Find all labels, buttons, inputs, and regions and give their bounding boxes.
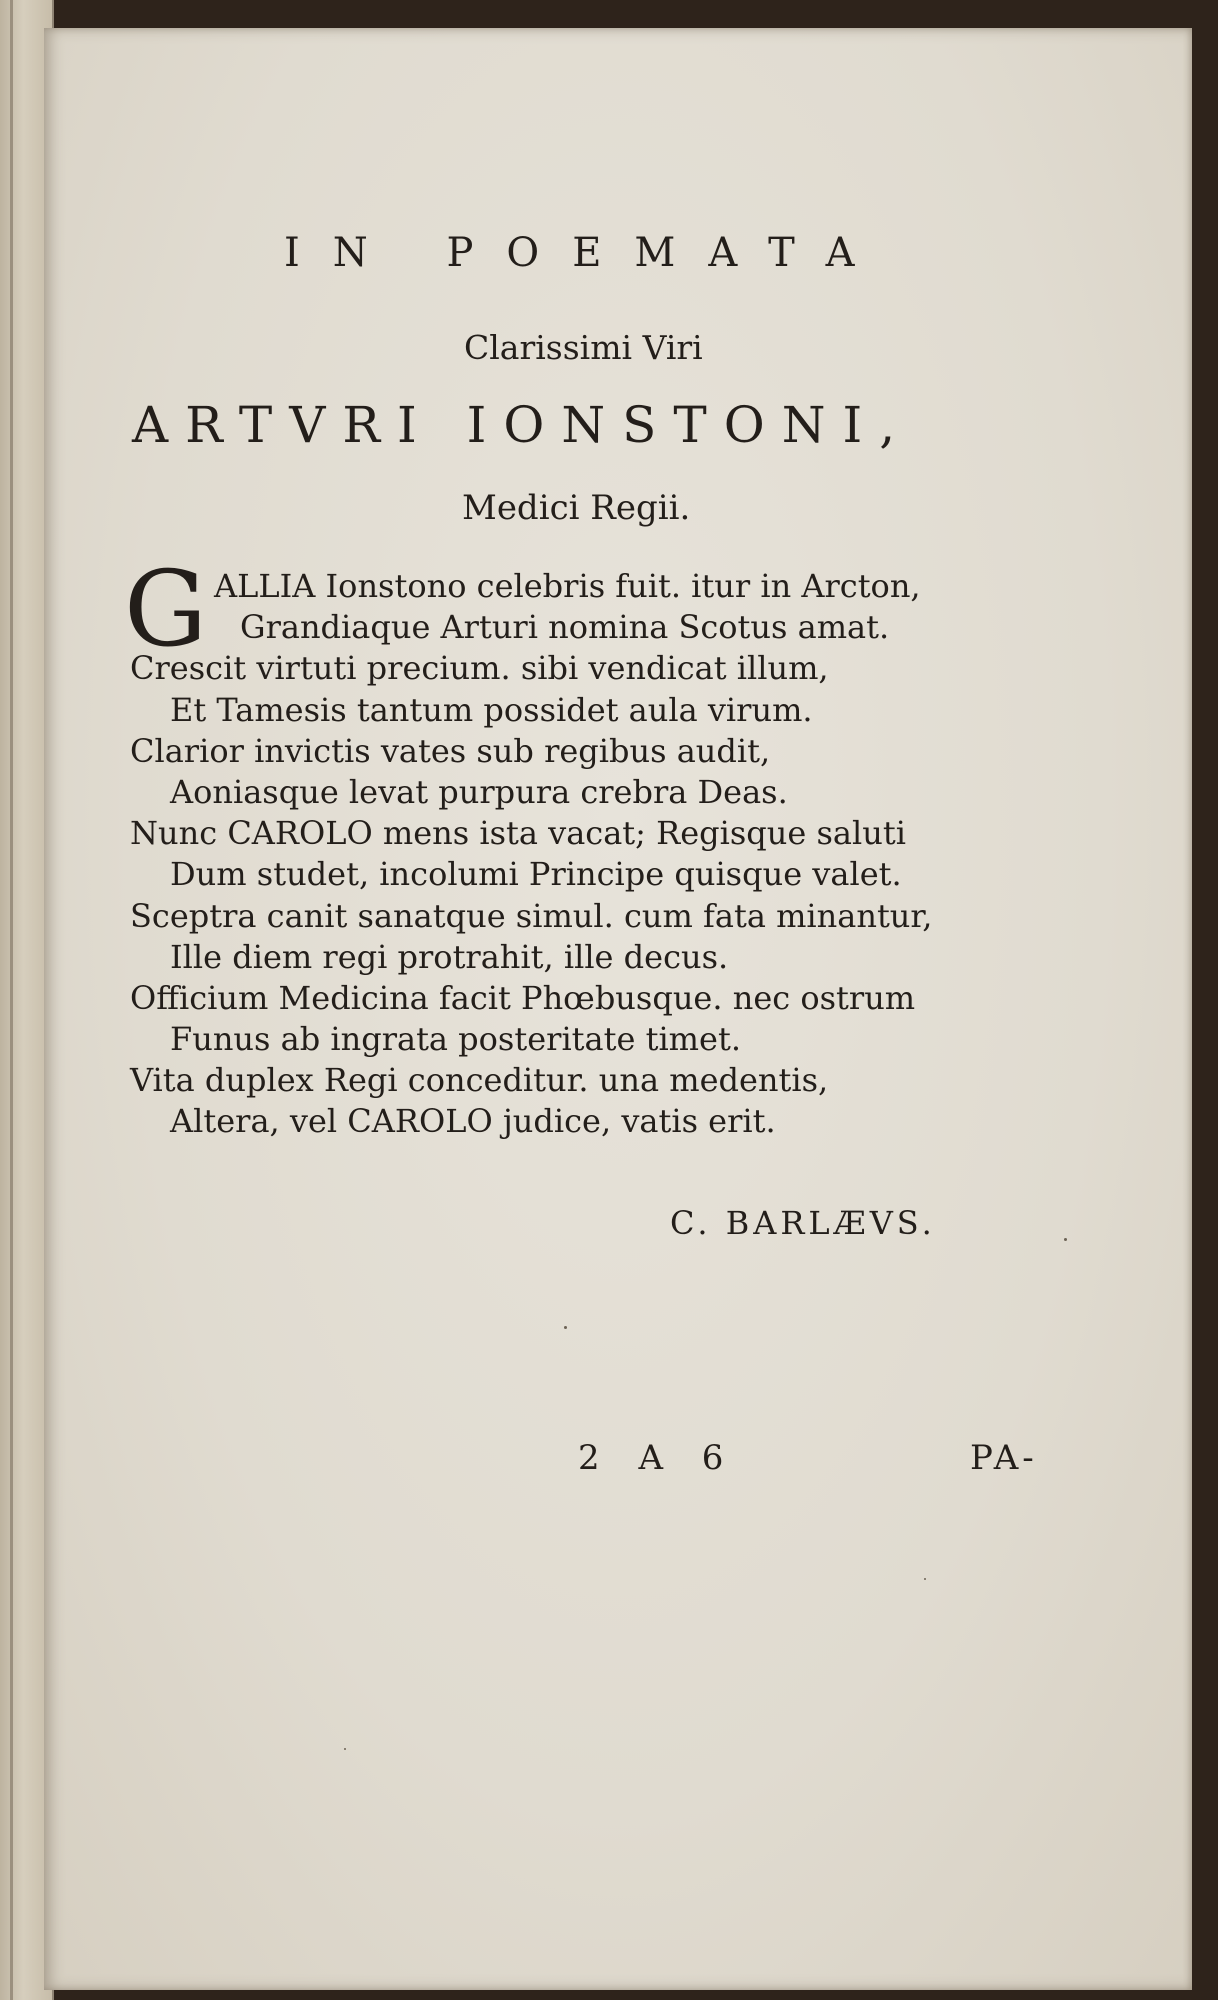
poem-body xyxy=(124,548,1130,1143)
author-signature: C. BARLÆVS. xyxy=(670,1204,936,1242)
poem-line: Aoniasque levat purpura crebra Deas. xyxy=(170,772,788,811)
poem-line: Nunc CAROLO mens ista vacat; Regisque saluti xyxy=(130,814,906,853)
signature-mark: 2 A 6 xyxy=(578,1438,738,1478)
poem-line: Grandiaque Arturi nomina Scotus amat. xyxy=(240,608,890,647)
heading-clarissimi-viri: Clarissimi Viri xyxy=(464,328,703,367)
page-edge-line xyxy=(10,0,13,2000)
poem-line-text: ALLIA Ionstono celebris fuit. itur in Arcton, xyxy=(214,567,921,605)
paper-speck xyxy=(344,1748,346,1750)
poem-line: Sceptra canit sanatque simul. cum fata minantur, xyxy=(130,896,933,935)
poem-line: Ille diem regi protrahit, ille decus. xyxy=(170,937,729,976)
poem-line: Officium Medicina facit Phœbusque. nec ostrum xyxy=(130,978,916,1017)
book-page xyxy=(44,28,1192,1990)
paper-speck xyxy=(1064,1238,1067,1241)
poem-line: Vita duplex Regi conceditur. una medentis, xyxy=(130,1061,829,1100)
poem-line: Dum studet, incolumi Principe quisque valet. xyxy=(170,855,902,894)
heading-medici-regii: Medici Regii. xyxy=(462,488,691,528)
catchword: PA- xyxy=(970,1438,1038,1478)
poem-line: Clarior invictis vates sub regibus audit, xyxy=(130,731,771,770)
heading-in-poemata: IN POEMATA xyxy=(284,230,888,276)
poem-line: Funus ab ingrata posteritate timet. xyxy=(170,1020,741,1059)
paper-speck xyxy=(924,1578,926,1580)
drop-cap: G xyxy=(124,548,208,670)
poem-line: Crescit virtuti precium. sibi vendicat illum, xyxy=(130,649,829,688)
poem-line: Altera, vel CAROLO judice, vatis erit. xyxy=(170,1102,776,1141)
poem-line: Et Tamesis tantum possidet aula virum. xyxy=(170,690,813,729)
heading-author-name: ARTVRI IONSTONI, xyxy=(132,396,913,454)
paper-speck xyxy=(564,1326,567,1329)
